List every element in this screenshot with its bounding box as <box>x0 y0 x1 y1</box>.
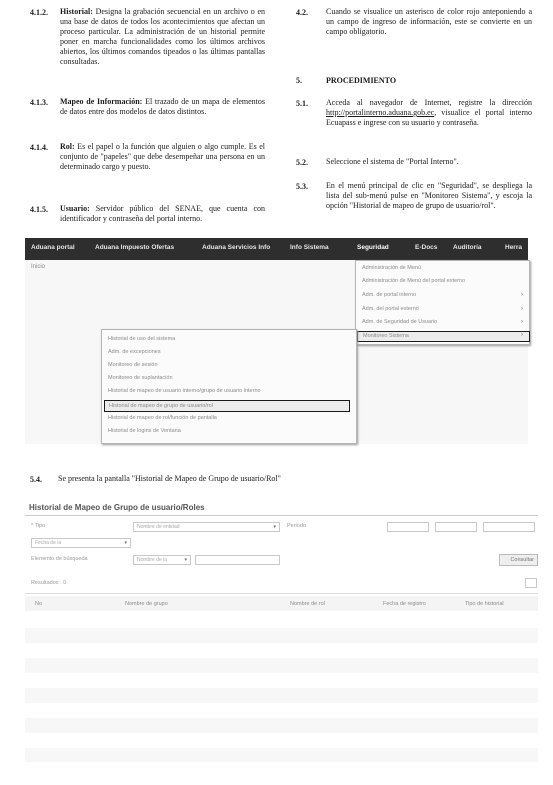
section-number-4-1-3: 4.1.3. <box>30 98 48 107</box>
step-5-1-text <box>326 98 532 128</box>
section-number-4-2: 4.2. <box>296 8 308 17</box>
column-tipo-historial[interactable]: Tipo de historial <box>465 601 504 607</box>
menu-item-servicios[interactable]: Aduana Servicios Info <box>202 244 271 251</box>
tab-inicio[interactable]: Inicio <box>31 264 46 270</box>
elemento-input[interactable] <box>195 555 280 565</box>
results-count: Resultados : 0 <box>31 580 67 586</box>
tipo-label: * Tipo <box>31 523 46 529</box>
section-rol <box>60 142 265 172</box>
periodo-select[interactable] <box>483 522 535 532</box>
table-row <box>25 613 538 628</box>
export-icon[interactable] <box>525 578 537 588</box>
table-row <box>25 703 538 718</box>
periodo-end[interactable] <box>435 522 477 532</box>
chevron-down-icon: ▾ <box>124 540 127 546</box>
fecha-select[interactable] <box>31 538 131 548</box>
chevron-down-icon: ▾ <box>273 524 276 530</box>
step-number-5-3: 5.3. <box>296 182 308 191</box>
section-usuario <box>60 204 265 224</box>
table-row <box>25 673 538 688</box>
submenu-item-mapeo-grupo-rol[interactable]: Historial de mapeo de grupo de usuario/rol <box>104 400 350 412</box>
step-5-1-after: , visualice el portal interno Ecuapass e ingrese con su usuario y contraseña. <box>326 108 532 127</box>
fecha-select-value: Fecha de la <box>35 540 62 546</box>
submenu-item-monitoreo-sesion[interactable]: Monitoreo de sesión <box>108 362 158 368</box>
chevron-right-icon: › <box>521 332 523 338</box>
menu-item-aduana-portal[interactable]: Aduana portal <box>31 244 75 251</box>
step-number-5-4: 5.4. <box>30 475 42 484</box>
submenu-item-suplantacion[interactable]: Monitoreo de suplantación <box>108 375 173 381</box>
chevron-right-icon: › <box>521 292 523 298</box>
definition-historial: Designa la grabación secuencial en un archivo o en una base de datos de todos los acontecimientos que afectan un proceso particular. La administración de un historial permite poner en marcha funcionalidades como los últimos archivos abiertos, los últimos comandos tipeados o las últimas pantallas consultadas. <box>60 7 265 66</box>
step-number-5-2: 5.2. <box>296 158 308 167</box>
menu-item-seguridad[interactable]: Seguridad <box>357 244 389 251</box>
table-row <box>25 658 538 673</box>
procedure-heading: PROCEDIMIENTO <box>326 76 397 85</box>
portal-link[interactable]: http://portalinterno.aduana.gob.ec <box>326 108 435 117</box>
title-divider <box>25 515 538 516</box>
screen-title: Historial de Mapeo de Grupo de usuario/Roles <box>29 503 205 512</box>
submenu-item-mapeo-usuario-grupo[interactable]: Historial de mapeo de usuario interno/grupo de usuario interno <box>108 388 261 394</box>
table-row <box>25 628 538 643</box>
chevron-right-icon: › <box>521 319 523 325</box>
term-usuario: Usuario: <box>60 204 90 213</box>
submenu-item-excepciones[interactable]: Adm. de excepciones <box>108 349 161 355</box>
results-divider <box>25 593 538 594</box>
dropdown-item-portal-externo[interactable]: Adm. del portal externo <box>362 306 419 312</box>
section-number-4-1-5: 4.1.5. <box>30 205 48 214</box>
dropdown-item-monitoreo-sistema[interactable]: Monitoreo Sistema <box>357 331 530 342</box>
column-fecha-registro[interactable]: Fecha de registro <box>383 601 426 607</box>
periodo-start[interactable] <box>387 522 429 532</box>
step-5-1-before: Acceda al navegador de Internet, registre la dirección <box>326 98 532 107</box>
consultar-button[interactable]: Consultar <box>499 554 538 566</box>
elemento-select[interactable] <box>133 555 191 565</box>
chevron-right-icon: › <box>521 306 523 312</box>
table-row <box>25 643 538 658</box>
table-row <box>25 733 538 748</box>
menu-screenshot <box>25 238 528 444</box>
submenu-item-logins-ventana[interactable]: Historial de logins de Ventana <box>108 428 181 434</box>
chevron-down-icon: ▾ <box>184 557 187 563</box>
table-row <box>25 748 538 762</box>
monitoreo-submenu <box>101 329 357 444</box>
menu-item-impuesto[interactable]: Aduana Impuesto Ofertas <box>95 244 175 251</box>
column-no[interactable]: No <box>35 601 43 607</box>
term-historial: Historial: <box>60 7 93 16</box>
submenu-item-uso-sistema[interactable]: Historial de uso del sistema <box>108 336 176 342</box>
term-mapeo: Mapeo de Información: <box>60 97 143 106</box>
section-number-5: 5. <box>296 76 302 85</box>
tipo-select[interactable] <box>133 522 280 532</box>
elemento-select-value: Nombre de la <box>137 557 168 563</box>
step-5-3-text: En el menú principal de clic en "Seguridad", se despliega la lista del sub-menú pulse en "Monitoreo Sistema", y escoja la opción "Historial de mapeo de grupo de usuario/rol". <box>326 181 532 210</box>
table-row <box>25 688 538 703</box>
periodo-label: Periodo <box>287 523 306 529</box>
section-mapeo <box>60 97 265 117</box>
column-nombre-rol[interactable]: Nombre de rol <box>290 601 325 607</box>
seguridad-dropdown <box>355 260 530 345</box>
dropdown-item-portal-interno[interactable]: Adm. de portal interno <box>362 292 417 298</box>
definition-rol: Es el papel o la función que alguien o algo cumple. Es el conjunto de "papeles" que debe desempeñar una persona en un determinado cargo y puesto. <box>60 142 265 171</box>
section-number-4-1-4: 4.1.4. <box>30 143 48 152</box>
definition-usuario: Servidor público del SENAE, que cuenta con identificador y contraseña del portal interno. <box>60 204 265 223</box>
historial-screenshot <box>25 497 538 762</box>
elemento-label: Elemento de búsqueda <box>31 556 88 562</box>
dropdown-item-menu[interactable]: Administración de Menú <box>362 265 422 271</box>
definition-mapeo: El trazado de un mapa de elementos de datos entre dos modelos de datos distintos. <box>60 97 265 116</box>
section-number-4-1-2: 4.1.2. <box>30 8 48 17</box>
term-rol: Rol: <box>60 142 75 151</box>
main-menu-bar <box>25 238 528 260</box>
submenu-item-mapeo-rol-funcion[interactable]: Historial de mapeo de rol/función de pantalla <box>108 415 217 421</box>
table-header <box>25 596 538 611</box>
menu-item-info-sistema[interactable]: Info Sistema <box>290 244 329 251</box>
step-5-4-text: Se presenta la pantalla "Historial de Mapeo de Grupo de usuario/Rol" <box>58 474 281 483</box>
menu-item-auditoria[interactable]: Auditoría <box>453 244 482 251</box>
column-nombre-grupo[interactable]: Nombre de grupo <box>125 601 168 607</box>
dropdown-item-menu-externo[interactable]: Administración de Menú del portal externo <box>362 278 466 284</box>
section-historial <box>60 7 265 67</box>
menu-item-edocs[interactable]: E-Docs <box>415 244 438 251</box>
dropdown-item-seguridad-usuario[interactable]: Adm. de Seguridad de Usuario <box>362 319 438 325</box>
table-row <box>25 718 538 733</box>
menu-item-herra[interactable]: Herra <box>505 244 522 251</box>
tipo-select-value: Nombre de entidad <box>137 524 180 530</box>
step-5-2-text: Seleccione el sistema de "Portal Interno". <box>326 157 459 166</box>
section-4-2-text: Cuando se visualice un asterisco de color rojo anteponiendo a un campo de ingreso de información, este se convierte en un campo obligatorio. <box>326 7 532 36</box>
step-number-5-1: 5.1. <box>296 99 308 108</box>
